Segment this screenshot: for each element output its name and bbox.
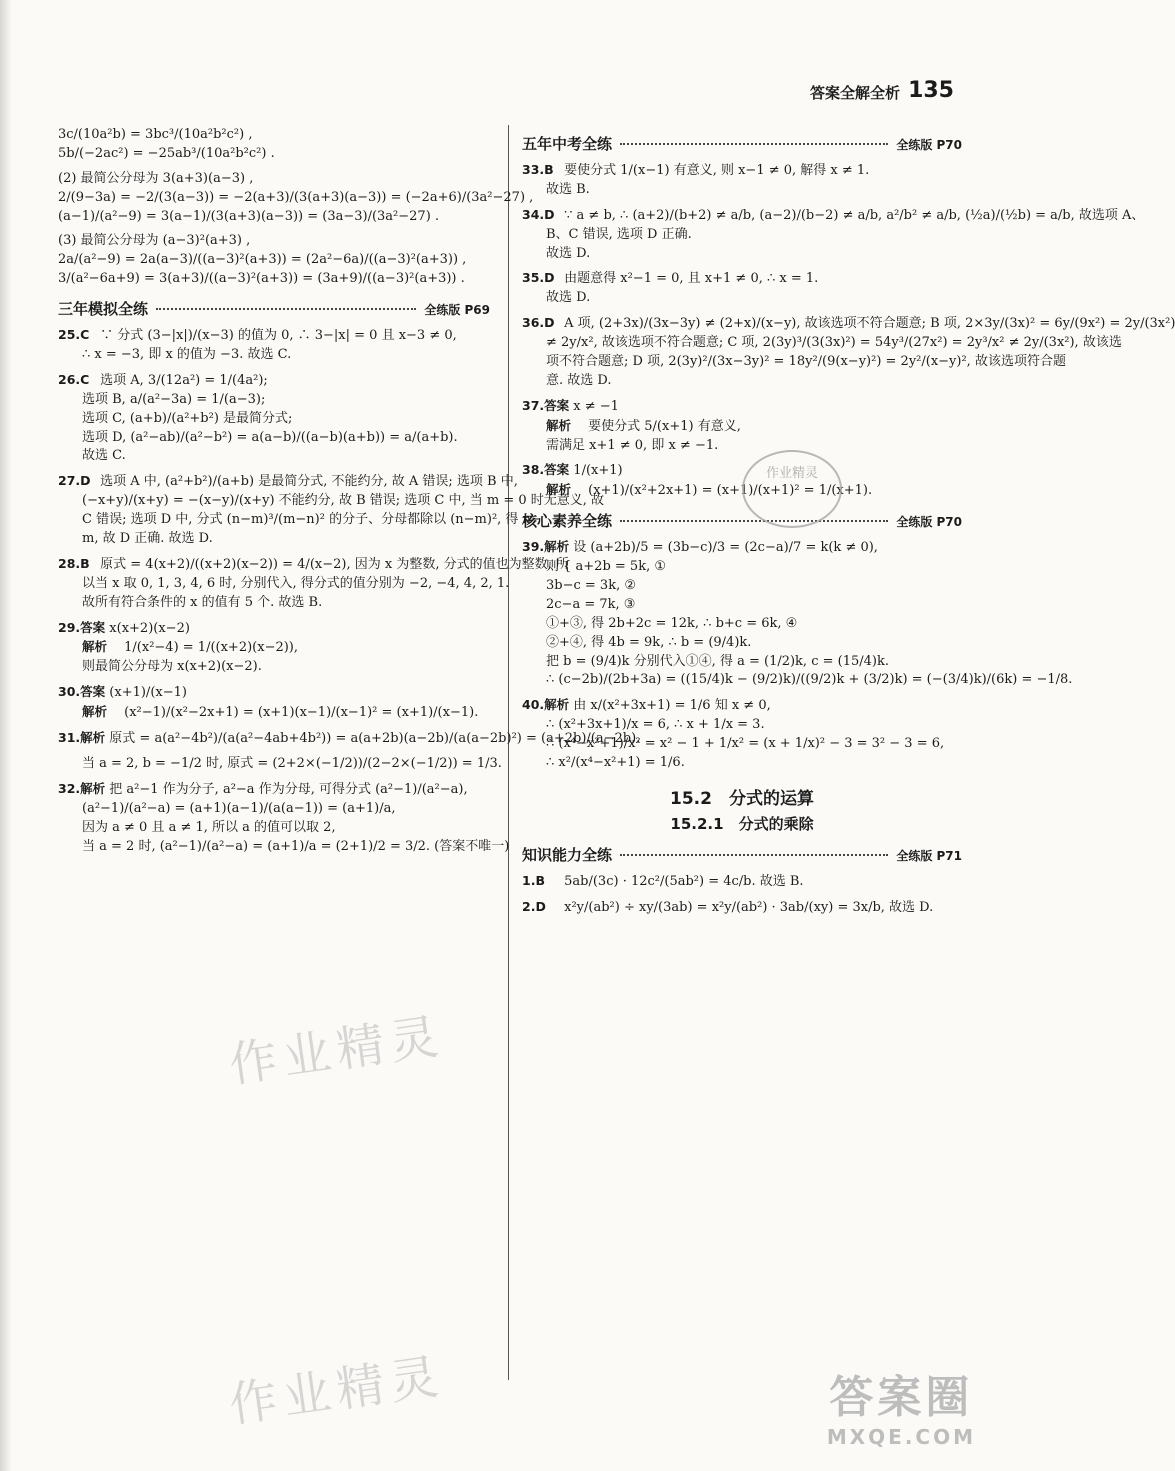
answer-text: 因为 a ≠ 0 且 a ≠ 1, 所以 a 的值可以取 2, xyxy=(82,819,336,835)
answer-text: ∴ (x⁴−x²+1)/x² = x² − 1 + 1/x² = (x + 1/x)² − 3 = 3² − 3 = 6, xyxy=(546,736,945,752)
question-label: 35.D xyxy=(522,270,555,286)
answer-text: 原式 = a(a²−4b²)/(a(a²−4ab+4b²)) = a(a+2b)(a−2b)/(a(a−2b)²) = (a+2b)/(a−2b). xyxy=(109,731,641,747)
page-number: 135 xyxy=(908,78,954,103)
answer-text: 项不符合题意; D 项, 2(3y)²/(3x−3y)² = 18y²/(9(x−y)²) = 2y²/(x−y)², 故该选项符合题 xyxy=(546,354,1066,370)
question-35 xyxy=(522,270,962,288)
text-line: 2a/(a²−9) = 2a(a−3)/((a−3)²(a+3)) = (2a²−6a)/((a−3)²(a+3)) , xyxy=(58,252,467,268)
question-label: 28.B xyxy=(58,555,90,571)
answer-text: 原式 = 4(x+2)/((x+2)(x−2)) = 4/(x−2), 因为 x 为整数, 分式的值也为整数, 所 xyxy=(100,556,569,572)
answer-text: 选项 A 中, (a²+b²)/(a+b) 是最简分式, 不能约分, 故 A 错误; 选项 B 中, xyxy=(100,474,518,490)
section-ref: 全练版 P69 xyxy=(424,303,490,318)
column-divider xyxy=(508,125,509,1380)
question-label: 40.解析 xyxy=(522,697,570,713)
answer-text: 把 b = (9/4)k 分别代入①④, 得 a = (1/2)k, c = (15/4)k. xyxy=(546,653,889,669)
question-29 xyxy=(58,620,490,638)
question-40 xyxy=(522,697,962,715)
answer-text: 5ab/(3c) · 12c²/(5ab²) = 4c/b. 故选 B. xyxy=(564,873,804,889)
question-37 xyxy=(522,398,962,416)
section-header xyxy=(58,298,490,319)
answer-text: 要使分式 1/(x−1) 有意义, 则 x−1 ≠ 0, 解得 x ≠ 1. xyxy=(564,163,870,178)
question-34 xyxy=(522,206,1145,225)
analysis-label: 解析 xyxy=(546,417,572,433)
answer-text: ≠ 2y/x², 故该选项不符合题意; C 项, 2(3y)³/(3(3x)²) = 54y³/(27x²) = 2y³/x² ≠ 2y/(3x²), 故该选 xyxy=(546,335,1122,351)
answer-text: A 项, (2+3x)/(3x−3y) ≠ (2+x)/(x−y), 故该选项不符合题意; B 项, 2×3y/(3x)² = 6y/(9x²) = 2y/(3x²) xyxy=(564,316,1175,332)
corner-watermark-url: MXQE.COM xyxy=(826,1425,976,1449)
question-label: 26.C xyxy=(58,371,90,387)
answer-text: (−x+y)/(x+y) = −(x−y)/(x+y) 不能约分, 故 B 错误; 选项 C 中, 当 m = 0 时无意义, 故 xyxy=(82,493,605,509)
question-27 xyxy=(58,473,518,491)
dotted-leader xyxy=(620,143,888,145)
dotted-leader xyxy=(156,308,416,310)
question-32 xyxy=(58,781,490,799)
answer-text: ②+④, 得 4b = 9k, ∴ b = (9/4)k. xyxy=(546,634,752,650)
watermark-text: 作业精灵 xyxy=(225,1348,448,1434)
watermark-text: 作业精灵 xyxy=(225,1008,448,1094)
section-header xyxy=(522,133,962,154)
question-1 xyxy=(522,873,962,891)
question-label: 27.D xyxy=(58,473,91,489)
answer-text: ∴ (c−2b)/(2b+3a) = ((15/4)k − (9/2)k)/((9/2)k + (3/2)k) = (−(3/4)k)/(6k) = −1/8. xyxy=(546,672,1073,688)
answer-text: 故所有符合条件的 x 的值有 5 个. 故选 B. xyxy=(82,594,323,610)
answer-value: x(x+2)(x−2) xyxy=(109,620,190,636)
question-label: 1.B xyxy=(522,872,545,888)
answer-text: (x²−1)/(x²−2x+1) = (x+1)(x−1)/(x−1)² = (x+1)/(x−1). xyxy=(124,705,479,721)
question-2 xyxy=(522,899,962,917)
answer-text: 选项 A, 3/(12a²) = 1/(4a²); xyxy=(100,372,268,388)
question-label: 33.B xyxy=(522,162,554,177)
question-label: 36.D xyxy=(522,315,555,331)
answer-text: 由 x/(x²+3x+1) = 1/6 知 x ≠ 0, xyxy=(573,698,771,714)
question-label: 39.解析 xyxy=(522,539,570,555)
question-label: 37.答案 xyxy=(522,397,570,413)
answer-text: 则最简公分母为 x(x+2)(x−2). xyxy=(82,659,262,675)
analysis-label: 解析 xyxy=(82,704,108,720)
question-label: 34.D xyxy=(522,206,555,222)
answer-text: 意. 故选 D. xyxy=(546,372,612,388)
text-line: 3c/(10a²b) = 3bc³/(10a²b²c²) , xyxy=(58,127,253,142)
chapter-subtitle: 15.2.1 分式的乘除 xyxy=(670,814,814,833)
question-30 xyxy=(58,684,490,702)
answer-text: 当 a = 2 时, (a²−1)/(a²−a) = (a+1)/a = (2+1)/2 = 3/2. (答案不唯一) xyxy=(82,838,510,854)
answer-text: (x+1)/(x²+2x+1) = (x+1)/(x+1)² = 1/(x+1). xyxy=(588,483,873,499)
question-36 xyxy=(522,315,1175,333)
answer-text: 故选 D. xyxy=(546,245,591,261)
text-line: (3) 最简公分母为 (a−3)²(a+3) , xyxy=(58,233,251,249)
question-label: 2.D xyxy=(522,898,546,914)
answer-text: 把 a²−1 作为分子, a²−a 作为分母, 可得分式 (a²−1)/(a²−a), xyxy=(109,781,468,797)
text-line: (2) 最简公分母为 3(a+3)(a−3) , xyxy=(58,170,254,186)
question-33 xyxy=(522,162,962,180)
section-title: 三年模拟全练 xyxy=(58,300,149,319)
section-title: 核心素养全练 xyxy=(522,512,613,531)
text-line: 3/(a²−6a+9) = 3(a+3)/((a−3)²(a+3)) = (3a+9)/((a−3)²(a+3)) . xyxy=(58,271,465,287)
answer-text: 以当 x 取 0, 1, 3, 4, 6 时, 分别代入, 得分式的值分别为 −2, −4, 4, 2, 1. xyxy=(82,575,510,591)
text-line: (a−1)/(a²−9) = 3(a−1)/(3(a+3)(a−3)) = (3a−3)/(3a²−27) . xyxy=(58,208,440,224)
answer-text: 由题意得 x²−1 = 0, 且 x+1 ≠ 0, ∴ x = 1. xyxy=(564,271,819,287)
watermark-seal: 作业精灵 xyxy=(742,450,842,528)
section-title: 知识能力全练 xyxy=(522,845,613,864)
answer-text: ∴ (x²+3x+1)/x = 6, ∴ x + 1/x = 3. xyxy=(546,717,765,733)
text-line: 5b/(−2ac²) = −25ab³/(10a²b²c²) . xyxy=(58,145,275,161)
section-ref: 全练版 P70 xyxy=(896,515,962,530)
analysis-label: 解析 xyxy=(546,482,572,498)
question-38 xyxy=(522,462,962,480)
question-39 xyxy=(522,539,962,557)
answer-value: x ≠ −1 xyxy=(573,398,619,414)
question-label: 32.解析 xyxy=(58,780,106,796)
answer-text: 2c−a = 7k, ③ xyxy=(546,596,636,612)
analysis-line xyxy=(58,704,490,722)
question-label: 38.答案 xyxy=(522,462,570,478)
answer-text: 选项 C, (a+b)/(a²+b²) 是最简分式; xyxy=(82,410,293,426)
question-label: 29.答案 xyxy=(58,619,106,635)
answer-text: ∵ 分式 (3−|x|)/(x−3) 的值为 0, ∴ 3−|x| = 0 且 x−3 ≠ 0, xyxy=(100,328,457,344)
section-ref: 全练版 P70 xyxy=(896,138,962,152)
answer-text: C 错误; 选项 D 中, 分式 (n−m)³/(m−n)² 的分子、分母都除以 (n−m)², 得 n− xyxy=(82,512,542,528)
analysis-line xyxy=(522,418,962,436)
dotted-leader xyxy=(620,520,888,522)
answer-text: 3b−c = 3k, ② xyxy=(546,578,636,594)
answer-text: (a²−1)/(a²−a) = (a+1)(a−1)/(a(a−1)) = (a+1)/a, xyxy=(82,800,396,816)
answer-text: ∴ x = −3, 即 x 的值为 −3. 故选 C. xyxy=(82,347,292,363)
answer-text: B、C 错误, 选项 D 正确. xyxy=(546,226,692,242)
answer-text: 选项 B, a/(a²−3a) = 1/(a−3); xyxy=(82,391,266,407)
question-31 xyxy=(58,730,641,748)
answer-text: ①+③, 得 2b+2c = 12k, ∴ b+c = 6k, ④ xyxy=(546,615,798,631)
dotted-leader xyxy=(620,854,888,856)
page-edge-shadow xyxy=(0,0,12,1471)
question-label: 25.C xyxy=(58,327,90,343)
answer-text: ∴ x²/(x⁴−x²+1) = 1/6. xyxy=(546,755,685,771)
question-label: 31.解析 xyxy=(58,730,106,746)
answer-text: 则 { a+2b = 5k, ① xyxy=(546,559,666,575)
answer-text: 故选 B. xyxy=(546,181,590,197)
answer-text: 需满足 x+1 ≠ 0, 即 x ≠ −1. xyxy=(546,437,719,453)
text-line: 2/(9−3a) = −2/(3(a−3)) = −2(a+3)/(3(a+3)(a−3)) = (−2a+6)/(3a²−27) , xyxy=(58,189,534,205)
right-column xyxy=(522,125,1175,919)
answer-value: 1/(x+1) xyxy=(573,463,623,479)
analysis-label: 解析 xyxy=(82,639,108,655)
answer-value: (x+1)/(x−1) xyxy=(109,685,187,701)
corner-watermark xyxy=(827,1361,976,1449)
answer-text: 设 (a+2b)/5 = (3b−c)/3 = (2c−a)/7 = k(k ≠ 0), xyxy=(573,540,878,556)
answer-text: 故选 C. xyxy=(82,448,126,464)
answer-text: 当 a = 2, b = −1/2 时, 原式 = (2+2×(−1/2))/(2−2×(−1/2)) = 1/3. xyxy=(82,755,502,771)
question-25 xyxy=(58,327,490,345)
answer-text: ∵ a ≠ b, ∴ (a+2)/(b+2) ≠ a/b, (a−2)/(b−2) ≠ a/b, a²/b² ≠ a/b, (½a)/(½b) = a/b, 故选项 A、 xyxy=(564,207,1145,223)
answer-text: 故选 D. xyxy=(546,290,591,306)
answer-text: x²y/(ab²) ÷ xy/(3ab) = x²y/(ab²) · 3ab/(xy) = 3x/b, 故选 D. xyxy=(564,899,934,915)
section-title: 五年中考全练 xyxy=(522,135,613,153)
section-header xyxy=(522,510,962,531)
page-header xyxy=(810,78,954,103)
answer-text: 选项 D, (a²−ab)/(a²−b²) = a(a−b)/((a−b)(a+b)) = a/(a+b). xyxy=(82,429,458,445)
question-26 xyxy=(58,372,490,390)
analysis-line xyxy=(58,639,490,657)
answer-text: 1/(x²−4) = 1/((x+2)(x−2)), xyxy=(124,640,299,656)
chapter-title: 15.2 分式的运算 xyxy=(670,788,814,809)
answer-text: m, 故 D 正确. 故选 D. xyxy=(82,531,213,547)
question-label: 30.答案 xyxy=(58,684,106,700)
corner-watermark-logo: 答案圈 xyxy=(829,1372,974,1423)
answer-text: 要使分式 5/(x+1) 有意义, xyxy=(588,418,741,434)
section-ref: 全练版 P71 xyxy=(896,848,962,863)
question-28 xyxy=(58,555,569,574)
section-header xyxy=(522,844,962,865)
header-title: 答案全解全析 xyxy=(810,84,901,102)
